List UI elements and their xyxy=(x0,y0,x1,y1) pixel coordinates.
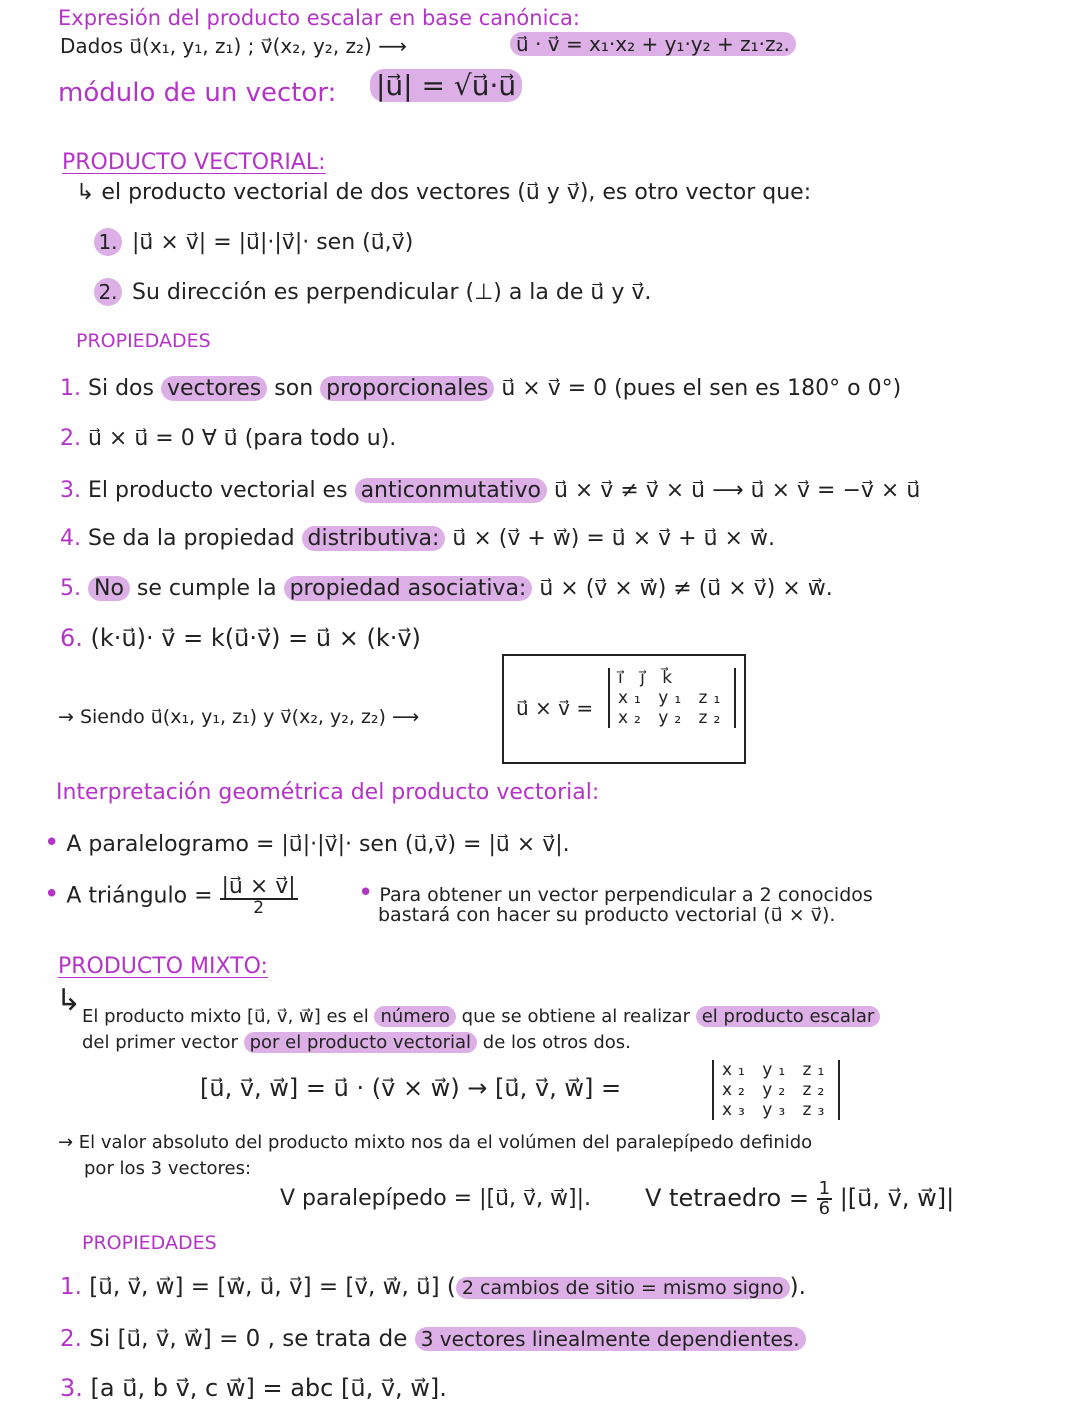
condition-2-text: Su dirección es perpendicular (⊥) a la de u⃗ y v⃗. xyxy=(132,280,652,305)
prop-3-number: 3. xyxy=(60,478,81,503)
area-paralelogramo-text: A paralelogramo = |u⃗|·|v⃗|· sen (u⃗,v⃗) = |u⃗ × v⃗|. xyxy=(66,832,570,857)
tetra-numerator: 1 xyxy=(818,1178,831,1199)
mixto-prop-2 xyxy=(60,1328,806,1351)
vectorial-props-title: PROPIEDADES xyxy=(76,330,211,352)
mixto-vol-line-2: por los 3 vectores: xyxy=(84,1158,252,1179)
v-tetraedro-rest: |[u⃗, v⃗, w⃗]| xyxy=(839,1184,955,1212)
vectorial-title: PRODUCTO VECTORIAL: xyxy=(62,150,326,175)
prop-1-number: 1. xyxy=(60,376,81,401)
prop-5-asociativa: propiedad asociativa: xyxy=(284,576,533,601)
modulo-formula-highlight: |u⃗| = √u⃗·u⃗ xyxy=(370,69,522,102)
mixto-prop-1-c: ). xyxy=(789,1274,806,1300)
prop-5-formula: u⃗ × (v⃗ × w⃗) ≠ (u⃗ × v⃗) × w⃗. xyxy=(539,576,833,601)
v-tetraedro-fraction xyxy=(817,1180,832,1218)
mixto-producto-vectorial: por el producto vectorial xyxy=(244,1032,477,1053)
prop-4-number: 4. xyxy=(60,526,81,551)
mixto-prop-2-a: Si [u⃗, v⃗, w⃗] = 0 , se trata de xyxy=(89,1326,408,1352)
mixto-prop-2-highlight: 3 vectores linealmente dependientes. xyxy=(415,1327,806,1351)
prop-5-number: 5. xyxy=(60,576,81,601)
perp-note xyxy=(358,880,873,906)
prop-4-a: Se da la propiedad xyxy=(88,526,295,551)
prop-1-c: son xyxy=(274,376,314,401)
prop-2-text: u⃗ × u⃗ = 0 ∀ u⃗ (para todo u). xyxy=(88,426,397,451)
siendo-line: → Siendo u⃗(x₁, y₁, z₁) y v⃗(x₂, y₂, z₂) ⟶ xyxy=(58,706,420,728)
v-tetraedro-label: V tetraedro = xyxy=(645,1184,809,1212)
condition-2-number: 2. xyxy=(94,278,122,306)
condition-1-number: 1. xyxy=(94,228,122,256)
fraction-numerator: |u⃗ × v⃗| xyxy=(221,874,296,899)
prop-1-vectores: vectores xyxy=(161,376,267,401)
cross-product-matrix xyxy=(608,668,736,728)
escalar-formula-highlight: u⃗ · v⃗ = x₁·x₂ + y₁·y₂ + z₁·z₂. xyxy=(510,32,796,56)
prop-1-formula: u⃗ × v⃗ = 0 (pues el sen es 180° o 0°) xyxy=(501,376,902,401)
prop-3-a: El producto vectorial es xyxy=(88,478,348,503)
prop-1-proporcionales: proporcionales xyxy=(320,376,494,401)
matrix-row-1: i⃗ j⃗ k⃗ xyxy=(618,668,679,688)
geom-title: Interpretación geométrica del producto vectorial: xyxy=(56,780,600,805)
mixto-prop-1-a: [u⃗, v⃗, w⃗] = [w⃗, u⃗, v⃗] = [v⃗, w⃗, u⃗] ( xyxy=(89,1274,456,1300)
v-paralepipedo: V paralepípedo = |[u⃗, v⃗, w⃗]|. xyxy=(280,1186,591,1211)
prop-3-anticonmutativo: anticonmutativo xyxy=(355,478,547,503)
matrix-row-3: x₂ y₂ z₂ xyxy=(618,708,727,728)
mixto-prop-1-number: 1. xyxy=(60,1274,82,1300)
fraction-denominator: 2 xyxy=(253,898,265,918)
bullet-icon: • xyxy=(358,878,374,908)
mixto-formula: [u⃗, v⃗, w⃗] = u⃗ · (v⃗ × w⃗) → [u⃗, v⃗, w⃗] = xyxy=(200,1074,622,1102)
prop-6-number: 6. xyxy=(60,624,83,652)
cross-product-lhs: u⃗ × v⃗ = xyxy=(516,696,594,720)
mixto-line-1-a: El producto mixto [u⃗, v⃗, w⃗] es el xyxy=(82,1006,369,1027)
mixto-numero: número xyxy=(374,1006,455,1027)
prop-1-a: Si dos xyxy=(88,376,154,401)
area-triangulo-fraction xyxy=(220,876,298,917)
area-triangulo xyxy=(44,876,298,917)
mixto-matrix-row-3: x₃ y₃ z₃ xyxy=(722,1100,831,1120)
prop-2-number: 2. xyxy=(60,426,81,451)
vectorial-prop-3 xyxy=(60,480,920,502)
area-paralelogramo xyxy=(44,830,570,856)
prop-5-b: se cumple la xyxy=(136,576,277,601)
mixto-arrow-icon: ↳ xyxy=(56,983,82,1018)
v-tetraedro xyxy=(645,1180,954,1218)
prop-6-text: (k·u⃗)· v⃗ = k(u⃗·v⃗) = u⃗ × (k·v⃗) xyxy=(90,624,421,652)
prop-4-formula: u⃗ × (v⃗ + w⃗) = u⃗ × v⃗ + u⃗ × w⃗. xyxy=(452,526,775,551)
vectorial-intro: ↳ el producto vectorial de dos vectores (u⃗ y v⃗), es otro vector que: xyxy=(76,180,812,205)
modulo-formula xyxy=(370,69,522,102)
vectorial-prop-2 xyxy=(60,428,396,450)
mixto-line-2-a: del primer vector xyxy=(82,1032,238,1053)
mixto-prop-3 xyxy=(60,1376,447,1400)
mixto-title: PRODUCTO MIXTO: xyxy=(58,954,268,979)
escalar-title: Expresión del producto escalar en base canónica: xyxy=(58,6,580,30)
vectorial-condition-1 xyxy=(94,228,413,256)
vectorial-prop-1 xyxy=(60,378,901,400)
perp-line-1: Para obtener un vector perpendicular a 2 conocidos xyxy=(379,884,873,906)
vectorial-prop-4 xyxy=(60,528,775,550)
tetra-denominator: 6 xyxy=(818,1198,831,1219)
modulo-label: módulo de un vector: xyxy=(58,78,337,108)
mixto-producto-escalar: el producto escalar xyxy=(696,1006,881,1027)
matrix-row-2: x₁ y₁ z₁ xyxy=(618,688,727,708)
mixto-matrix-row-2: x₂ y₂ z₂ xyxy=(722,1080,831,1100)
perp-line-2: bastará con hacer su producto vectorial (u⃗ × v⃗). xyxy=(378,904,836,926)
bullet-icon: • xyxy=(44,879,60,910)
escalar-dados: Dados u⃗(x₁, y₁, z₁) ; v⃗(x₂, y₂, z₂) ⟶ xyxy=(60,34,407,58)
mixto-matrix xyxy=(712,1060,840,1120)
mixto-prop-3-number: 3. xyxy=(60,1374,83,1402)
escalar-formula xyxy=(510,34,796,54)
cross-product-box xyxy=(502,654,746,764)
mixto-prop-1 xyxy=(60,1276,806,1299)
mixto-line-1 xyxy=(82,1008,880,1026)
mixto-props-title: PROPIEDADES xyxy=(82,1232,217,1254)
area-triangulo-label: A triángulo = xyxy=(66,883,213,909)
mixto-line-2-c: de los otros dos. xyxy=(482,1032,631,1053)
prop-5-no: No xyxy=(88,576,130,601)
prop-4-distributiva: distributiva: xyxy=(302,526,446,551)
condition-1-text: |u⃗ × v⃗| = |u⃗|·|v⃗|· sen (u⃗,v⃗) xyxy=(132,230,414,255)
mixto-line-2 xyxy=(82,1034,631,1052)
mixto-prop-2-number: 2. xyxy=(60,1326,82,1352)
bullet-icon: • xyxy=(44,828,60,858)
vectorial-prop-6 xyxy=(60,626,421,650)
prop-3-formula: u⃗ × v⃗ ≠ v⃗ × u⃗ ⟶ u⃗ × v⃗ = −v⃗ × u⃗ xyxy=(553,478,921,503)
vectorial-prop-5 xyxy=(60,578,833,600)
vectorial-condition-2 xyxy=(94,278,651,306)
mixto-prop-3-text: [a u⃗, b v⃗, c w⃗] = abc [u⃗, v⃗, w⃗]. xyxy=(90,1374,447,1402)
mixto-line-1-c: que se obtiene al realizar xyxy=(461,1006,690,1027)
mixto-matrix-row-1: x₁ y₁ z₁ xyxy=(722,1060,831,1080)
mixto-vol-line-1: → El valor absoluto del producto mixto nos da el volúmen del paralepípedo definido xyxy=(58,1132,813,1153)
mixto-prop-1-highlight: 2 cambios de sitio = mismo signo xyxy=(456,1277,790,1299)
